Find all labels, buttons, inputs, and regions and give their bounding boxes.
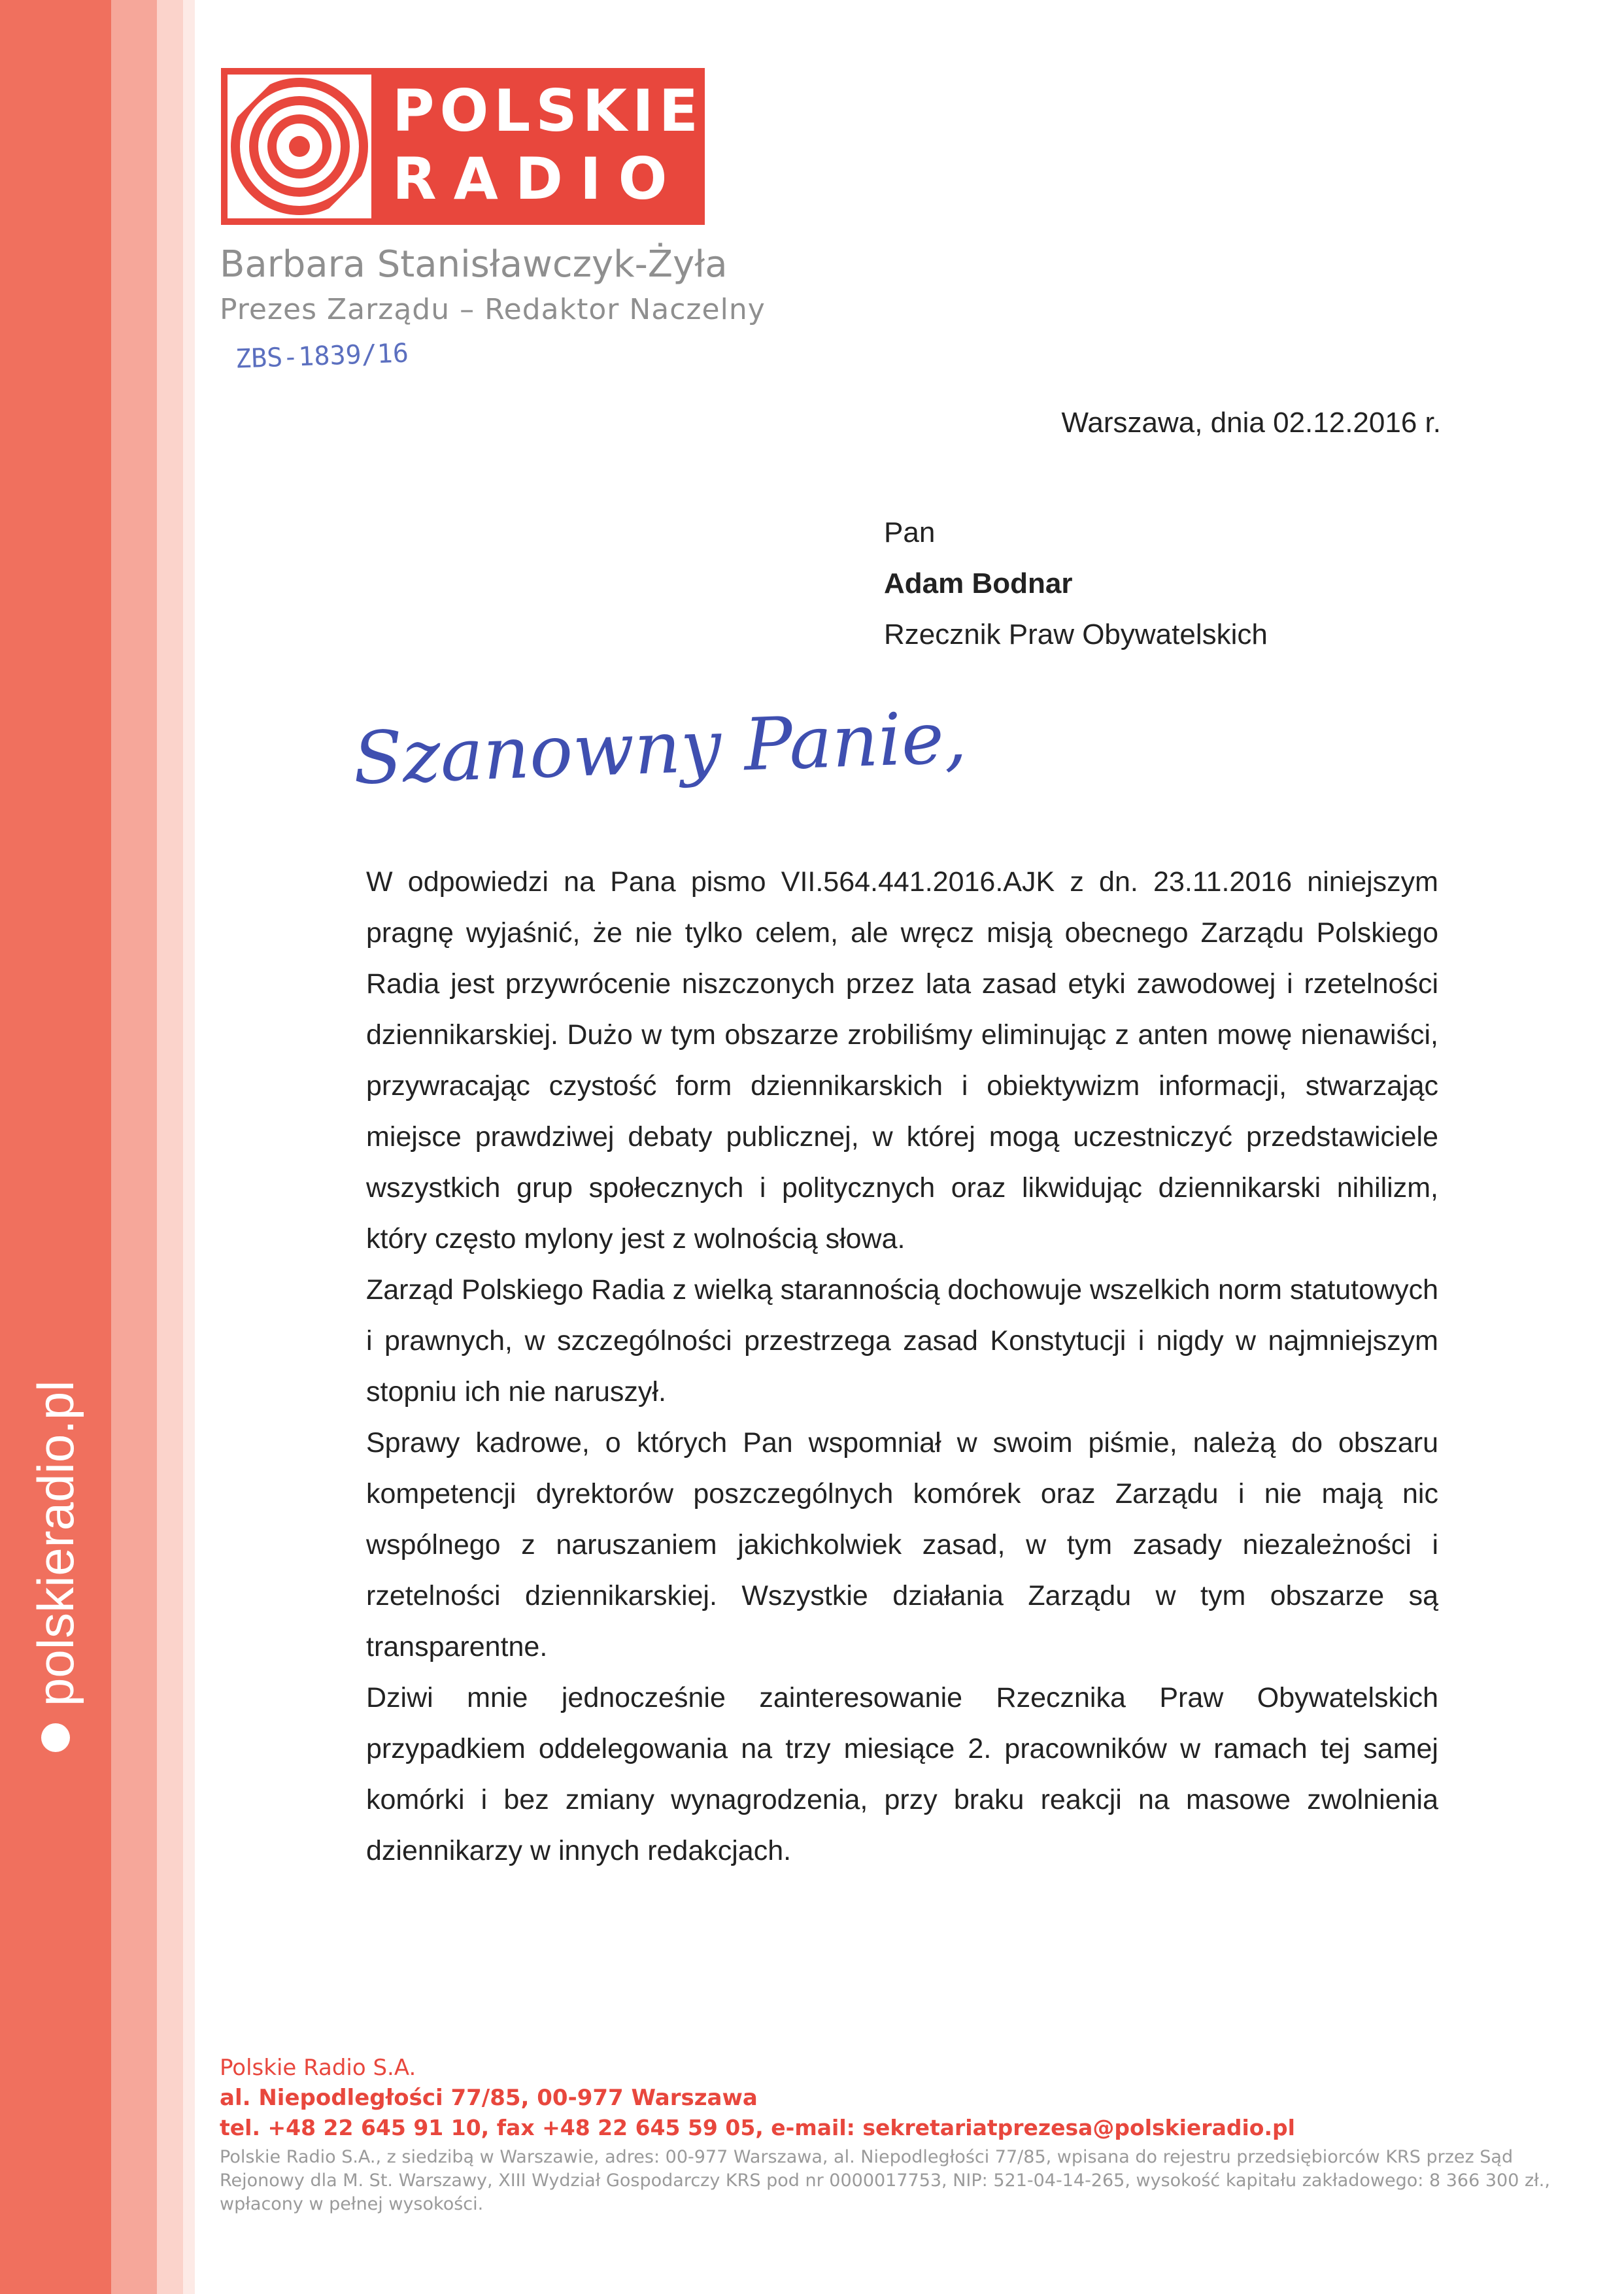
footer-company: Polskie Radio S.A. bbox=[220, 2055, 416, 2081]
footer-contact: tel. +48 22 645 91 10, fax +48 22 645 59 05, e-mail: sekretariatprezesa@polskieradio.pl bbox=[220, 2115, 1295, 2140]
letter-body bbox=[366, 856, 1438, 1876]
body-paragraph: Zarząd Polskiego Radia z wielką starannością dochowuje wszelkich norm statutowych i prawnych, w szczególności przestrzega zasad Konstytucji i nigdy w najmniejszym stopniu ich nie naruszył. bbox=[366, 1274, 1438, 1408]
sidebar-band-light bbox=[157, 0, 183, 2294]
author-name: Barbara Stanisławczyk-Żyła bbox=[220, 243, 728, 286]
sidebar-band-mid bbox=[111, 0, 157, 2294]
body-paragraph: W odpowiedzi na Pana pismo VII.564.441.2016.AJK z dn. 23.11.2016 niniejszym pragnę wyjaśnić, że nie tylko celem, ale wręcz misją obecnego Zarządu Polskiego Radia jest przywrócenie niszczonych przez lata zasad etyki zawodowej i rzetelności dziennikarskiej. Dużo w tym obszarze zrobiliśmy eliminując z anten mowę nienawiści, przywracając czystość form dziennikarskich i obiektywizm informacji, stwarzając miejsce prawdziwej debaty publicznej, w której mogą uczestniczyć przedstawiciele wszystkich grup społecznych i politycznych oraz likwidując dziennikarski nihilizm, który często mylony jest z wolnością słowa. bbox=[366, 866, 1438, 1255]
sidebar-url bbox=[13, 1164, 98, 1752]
polskie-radio-logo bbox=[221, 68, 705, 225]
body-paragraph: Sprawy kadrowe, o których Pan wspomniał w swoim piśmie, należą do obszaru kompetencji dyrektorów poszczególnych komórek oraz Zarządu i nie mają nic wspólnego z naruszaniem jakichkolwiek zasad, w tym zasady niezależności i rzetelności dziennikarskiej. Wszystkie działania Zarządu w tym obszarze są transparentne. bbox=[366, 1427, 1438, 1662]
body-paragraph: Dziwi mnie jednocześnie zainteresowanie Rzecznika Praw Obywatelskich przypadkiem oddelegowania na trzy miesiące 2. pracowników w ramach tej samej komórki i bez zmiany wynagrodzenia, przy braku reakcji na masowe zwolnienia dziennikarzy w innych redakcjach. bbox=[366, 1682, 1438, 1866]
handwritten-salutation: Szanowny Panie, bbox=[352, 695, 968, 801]
date-line: Warszawa, dnia 02.12.2016 r. bbox=[1061, 407, 1441, 439]
logo-line-1: POLSKIE bbox=[392, 77, 703, 144]
sidebar-url-text: polskieradio.pl bbox=[27, 1380, 84, 1706]
logo-line-2: RADIO bbox=[392, 145, 685, 212]
author-role: Prezes Zarządu – Redaktor Naczelny bbox=[220, 293, 766, 326]
bullet-icon bbox=[41, 1723, 70, 1752]
footer bbox=[220, 2053, 1550, 2216]
sidebar-band-main bbox=[0, 0, 111, 2294]
sidebar-band-lightest bbox=[183, 0, 195, 2294]
handwritten-reference-number: ZBS-1839/16 bbox=[235, 338, 409, 375]
footer-legal-info: Polskie Radio S.A., z siedzibą w Warszawie, adres: 00-977 Warszawa, al. Niepodległości 77/85, wpisana do rejestru przedsiębiorców KRS przez Sąd Rejonowy dla M. St. Warszawy, XIII Wydział Gospodarczy KRS pod nr 0000017753, NIP: 521-04-14-265, wysokość kapitału zakładowego: 8 366 300 zł., wpłacony w pełnej wysokości. bbox=[220, 2147, 1550, 2214]
recipient-position: Rzecznik Praw Obywatelskich bbox=[884, 618, 1268, 650]
recipient-block bbox=[884, 507, 1268, 660]
footer-address: al. Niepodległości 77/85, 00-977 Warszawa bbox=[220, 2085, 758, 2111]
radio-waves-icon bbox=[228, 75, 371, 218]
recipient-name: Adam Bodnar bbox=[884, 567, 1073, 599]
recipient-title: Pan bbox=[884, 516, 936, 548]
